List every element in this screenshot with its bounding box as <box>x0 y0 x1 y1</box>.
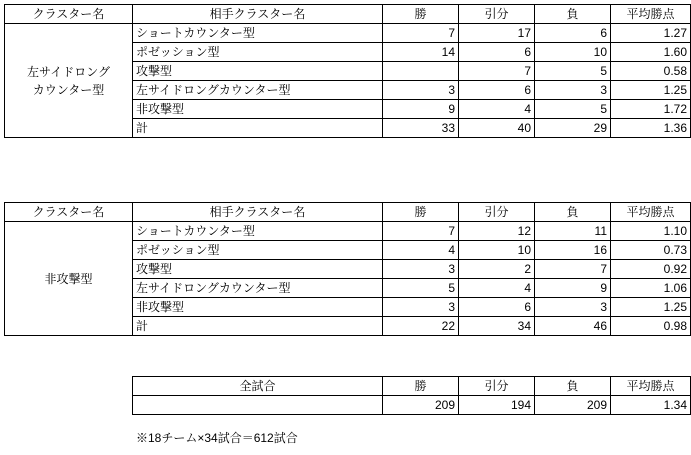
cell-opponent: 計 <box>133 317 383 336</box>
cell-opponent: 攻撃型 <box>133 62 383 81</box>
cell-opponent: 非攻撃型 <box>133 100 383 119</box>
group-label-line1: 左サイドロング <box>27 64 110 79</box>
cell-loss: 3 <box>535 81 611 100</box>
cell-loss: 5 <box>535 100 611 119</box>
cell-opponent: ポゼッション型 <box>133 241 383 260</box>
cell-loss: 5 <box>535 62 611 81</box>
cell-draw: 4 <box>459 279 535 298</box>
cell-draw: 40 <box>459 119 535 138</box>
header-opponent-cluster-name: 相手クラスター名 <box>133 5 383 24</box>
header-draw: 引分 <box>459 203 535 222</box>
footnote: ※18チーム×34試合＝612試合 <box>136 431 298 445</box>
cell-opponent: 左サイドロングカウンター型 <box>133 279 383 298</box>
group-label-line2: カウンター型 <box>32 82 105 97</box>
header-win: 勝 <box>383 203 459 222</box>
cell-avg: 0.73 <box>611 241 691 260</box>
cell-avg: 1.25 <box>611 298 691 317</box>
cell-loss: 29 <box>535 119 611 138</box>
cell-win: 7 <box>383 24 459 43</box>
cell-opponent: 計 <box>133 119 383 138</box>
cell-loss: 10 <box>535 43 611 62</box>
header-draw: 引分 <box>459 377 535 396</box>
table-left-side-long-counter <box>4 4 691 138</box>
group-label-cell <box>5 24 133 138</box>
header-loss: 負 <box>535 203 611 222</box>
cell-avg: 0.98 <box>611 317 691 336</box>
cell-win: 209 <box>383 396 459 415</box>
cell-avg: 1.60 <box>611 43 691 62</box>
header-avg-points: 平均勝点 <box>611 377 691 396</box>
table-header-row <box>5 203 691 222</box>
cell-loss: 209 <box>535 396 611 415</box>
cell-loss: 11 <box>535 222 611 241</box>
cell-draw: 194 <box>459 396 535 415</box>
header-avg-points: 平均勝点 <box>611 5 691 24</box>
header-cluster-name: クラスター名 <box>5 5 133 24</box>
cell-win: 3 <box>383 81 459 100</box>
table-header-row <box>133 377 691 396</box>
cell-opponent: ポゼッション型 <box>133 43 383 62</box>
cell-opponent: 左サイドロングカウンター型 <box>133 81 383 100</box>
table-row <box>133 396 691 415</box>
header-draw: 引分 <box>459 5 535 24</box>
cell-avg: 1.36 <box>611 119 691 138</box>
header-win: 勝 <box>383 377 459 396</box>
cell-opponent: ショートカウンター型 <box>133 24 383 43</box>
cell-avg: 0.92 <box>611 260 691 279</box>
cell-draw: 4 <box>459 100 535 119</box>
cell-win: 5 <box>383 279 459 298</box>
table-row <box>5 222 691 241</box>
cell-loss: 7 <box>535 260 611 279</box>
cell-avg: 1.10 <box>611 222 691 241</box>
cell-win: 33 <box>383 119 459 138</box>
table-non-attacking <box>4 202 691 336</box>
cell-avg: 1.72 <box>611 100 691 119</box>
header-opponent-cluster-name: 相手クラスター名 <box>133 203 383 222</box>
cell-win: 9 <box>383 100 459 119</box>
cell-win: 14 <box>383 43 459 62</box>
table-row <box>5 24 691 43</box>
cell-draw: 2 <box>459 260 535 279</box>
cell-draw: 12 <box>459 222 535 241</box>
cell-avg: 1.06 <box>611 279 691 298</box>
cell-win: 3 <box>383 298 459 317</box>
cell-avg: 0.58 <box>611 62 691 81</box>
group-label-line1: 非攻撃型 <box>44 271 93 286</box>
header-loss: 負 <box>535 377 611 396</box>
table-header-row <box>5 5 691 24</box>
cell-empty <box>133 396 383 415</box>
group-label-cell <box>5 222 133 336</box>
cell-win: 4 <box>383 241 459 260</box>
header-cluster-name: クラスター名 <box>5 203 133 222</box>
cell-opponent: 非攻撃型 <box>133 298 383 317</box>
cell-win: 22 <box>383 317 459 336</box>
cell-loss: 46 <box>535 317 611 336</box>
cell-avg: 1.34 <box>611 396 691 415</box>
cell-draw: 34 <box>459 317 535 336</box>
cell-draw: 6 <box>459 298 535 317</box>
header-win: 勝 <box>383 5 459 24</box>
table-all-matches <box>132 376 691 415</box>
header-avg-points: 平均勝点 <box>611 203 691 222</box>
cell-avg: 1.25 <box>611 81 691 100</box>
cell-opponent: ショートカウンター型 <box>133 222 383 241</box>
cell-draw: 6 <box>459 43 535 62</box>
cell-loss: 3 <box>535 298 611 317</box>
cell-draw: 7 <box>459 62 535 81</box>
header-all-matches: 全試合 <box>133 377 383 396</box>
cell-win <box>383 62 459 81</box>
cell-loss: 6 <box>535 24 611 43</box>
cell-draw: 17 <box>459 24 535 43</box>
cell-win: 7 <box>383 222 459 241</box>
cell-avg: 1.27 <box>611 24 691 43</box>
cell-loss: 16 <box>535 241 611 260</box>
header-loss: 負 <box>535 5 611 24</box>
cell-win: 3 <box>383 260 459 279</box>
cell-loss: 9 <box>535 279 611 298</box>
cell-opponent: 攻撃型 <box>133 260 383 279</box>
cell-draw: 10 <box>459 241 535 260</box>
cell-draw: 6 <box>459 81 535 100</box>
